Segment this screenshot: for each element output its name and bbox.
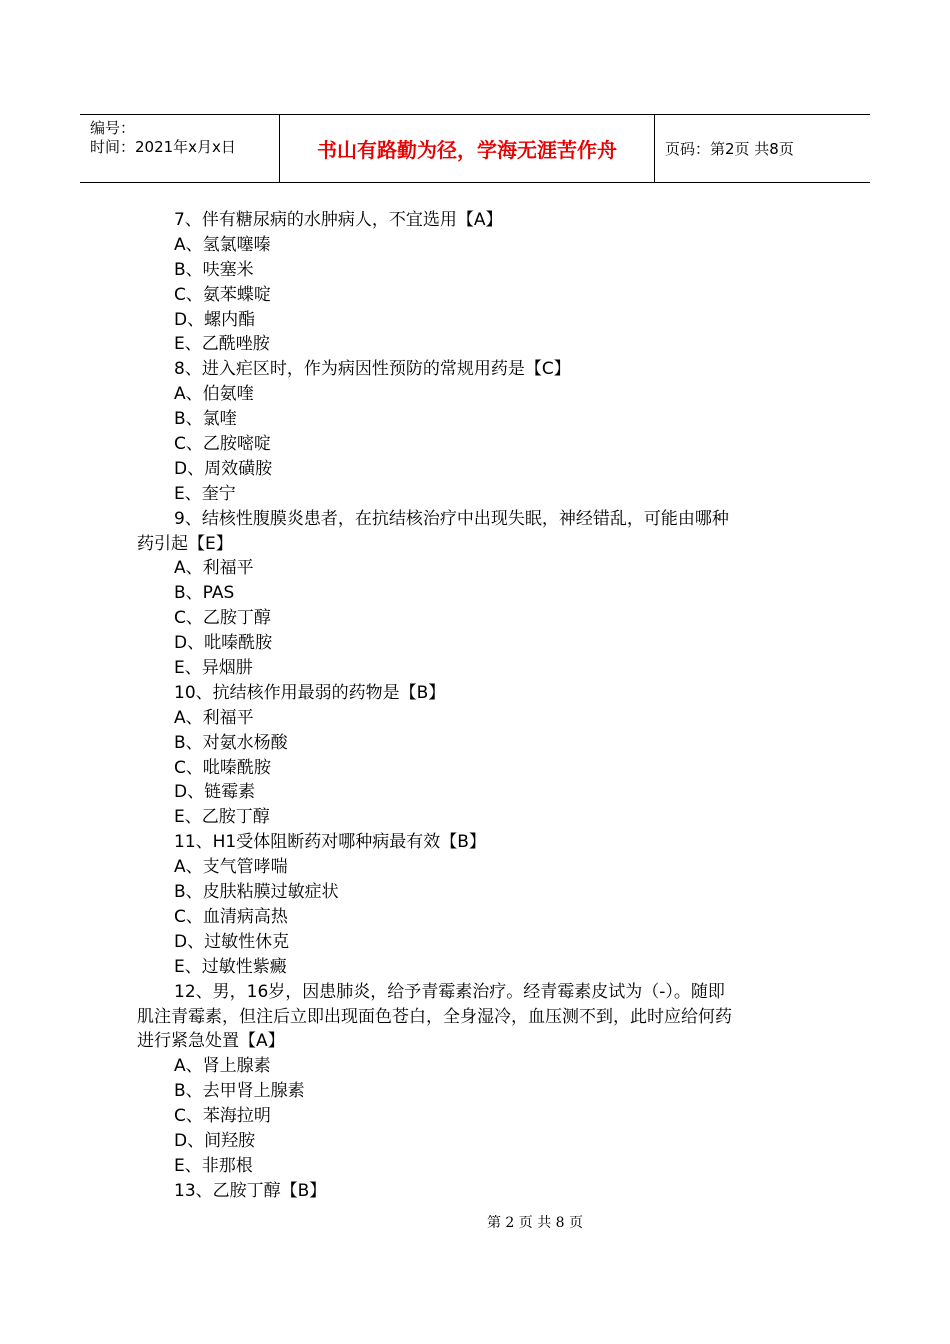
question-text: 12、男，16岁，因患肺炎，给予青霉素治疗。经青霉素皮试为（-）。随即: [174, 981, 725, 1002]
answer-option: C、氨苯蝶啶: [174, 284, 271, 305]
answer-option: B、氯喹: [174, 409, 237, 430]
answer-option: B、呋塞米: [174, 259, 254, 280]
answer-option: D、周效磺胺: [174, 458, 273, 479]
answer-option: B、皮肤粘膜过敏症状: [174, 882, 339, 903]
answer-option: A、肾上腺素: [174, 1056, 271, 1077]
document-number-label: 编号：: [90, 119, 136, 137]
answer-option: D、链霉素: [174, 782, 256, 803]
answer-option: B、对氨水杨酸: [174, 732, 288, 753]
answer-option: A、利福平: [174, 558, 254, 579]
answer-option: C、吡嗪酰胺: [174, 757, 271, 778]
answer-option: E、异烟肼: [174, 658, 253, 679]
answer-option: B、PAS: [174, 583, 235, 604]
answer-option: C、乙胺丁醇: [174, 608, 271, 629]
header-motto: 书山有路勤为径，学海无涯苦作舟: [280, 115, 655, 182]
document-time-label: 时间：2021年x月x日: [90, 138, 236, 156]
answer-option: A、利福平: [174, 707, 254, 728]
question-text: 7、伴有糖尿病的水肿病人，不宜选用【A】: [174, 210, 503, 230]
answer-option: C、血清病高热: [174, 906, 288, 927]
answer-option: E、乙胺丁醇: [174, 807, 270, 828]
answer-option: D、螺内酯: [174, 309, 256, 330]
page-footer: [0, 1212, 950, 1232]
answer-option: C、苯海拉明: [174, 1106, 271, 1127]
answer-option: A、氢氯噻嗪: [174, 234, 271, 255]
question-text-continued: 肌注青霉素，但注后立即出现面色苍白，全身湿冷，血压测不到，此时应给何药: [137, 1006, 732, 1027]
answer-option: D、间羟胺: [174, 1130, 256, 1151]
question-text-continued: 进行紧急处置【A】: [137, 1031, 285, 1052]
question-text: 9、结核性腹膜炎患者，在抗结核治疗中出现失眠，神经错乱，可能由哪种: [174, 508, 729, 529]
header-meta: [80, 115, 280, 182]
answer-option: C、乙胺嘧啶: [174, 434, 271, 455]
answer-option: E、非那根: [174, 1155, 253, 1176]
answer-option: D、过敏性休克: [174, 931, 290, 952]
question-text: 10、抗结核作用最弱的药物是【B】: [174, 682, 446, 703]
answer-option: A、伯氨喹: [174, 384, 254, 405]
answer-option: E、过敏性紫癜: [174, 956, 287, 977]
page-header: [80, 114, 870, 183]
footer-page-number: 第 2 页 共 8 页: [486, 1215, 584, 1231]
answer-option: B、去甲肾上腺素: [174, 1081, 305, 1102]
header-page-number: 页码：第2页 共8页: [665, 140, 794, 158]
answer-option: A、支气管哮喘: [174, 857, 288, 878]
question-text: 8、进入疟区时，作为病因性预防的常规用药是【C】: [174, 359, 571, 380]
question-list: [137, 208, 817, 1204]
answer-option: E、奎宁: [174, 483, 236, 504]
question-text: 11、H1受体阻断药对哪种病最有效【B】: [174, 832, 486, 853]
question-text: 13、乙胺丁醇【B】: [174, 1180, 327, 1201]
answer-option: D、吡嗪酰胺: [174, 633, 273, 654]
answer-option: E、乙酰唑胺: [174, 334, 270, 355]
question-text-continued: 药引起【E】: [137, 533, 233, 554]
